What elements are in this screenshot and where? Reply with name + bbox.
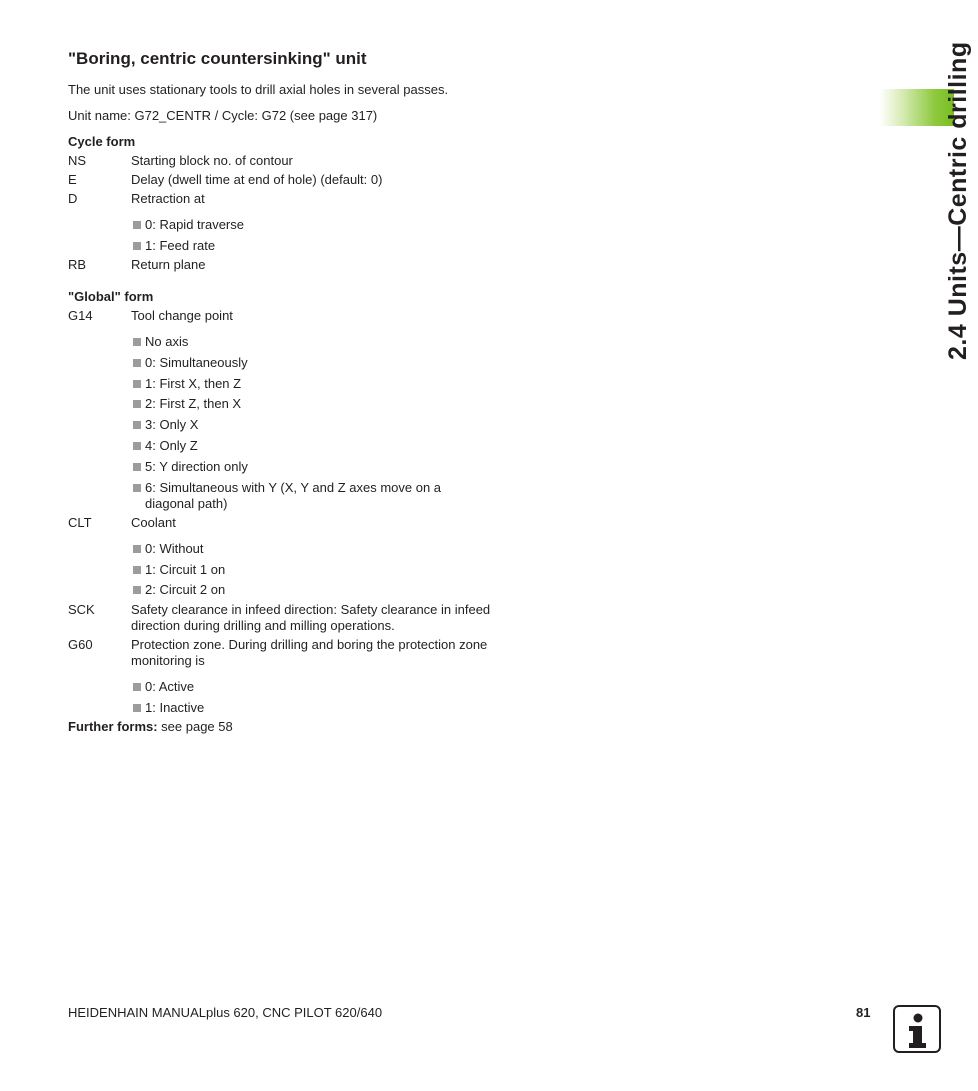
list-item: 0: Without bbox=[133, 541, 495, 557]
square-bullet-icon bbox=[133, 242, 141, 250]
param-code: G14 bbox=[68, 308, 93, 323]
info-icon bbox=[893, 1005, 941, 1053]
list-item: 1: Inactive bbox=[133, 700, 495, 716]
param-code: CLT bbox=[68, 515, 92, 530]
square-bullet-icon bbox=[133, 221, 141, 229]
page-number: 81 bbox=[856, 1005, 871, 1020]
list-item: 0: Active bbox=[133, 679, 495, 695]
further-forms bbox=[68, 719, 233, 734]
square-bullet-icon bbox=[133, 566, 141, 574]
param-desc: Return plane bbox=[131, 257, 206, 272]
square-bullet-icon bbox=[133, 421, 141, 429]
list-item: 4: Only Z bbox=[133, 438, 495, 454]
square-bullet-icon bbox=[133, 338, 141, 346]
param-code: G60 bbox=[68, 637, 93, 652]
further-forms-link[interactable]: see page 58 bbox=[157, 719, 233, 734]
square-bullet-icon bbox=[133, 359, 141, 367]
further-forms-label: Further forms: bbox=[68, 719, 158, 734]
param-desc: Safety clearance in infeed direction: Safety clearance in infeed direction during drilling and milling operations. bbox=[131, 602, 491, 633]
param-code: E bbox=[68, 172, 77, 187]
list-item: 3: Only X bbox=[133, 417, 495, 433]
square-bullet-icon bbox=[133, 704, 141, 712]
unit-name-text: Unit name: G72_CENTR / Cycle: G72 (see page 317) bbox=[68, 108, 378, 123]
square-bullet-icon bbox=[133, 484, 141, 492]
cycle-form-heading: Cycle form bbox=[68, 134, 136, 149]
list-item: 1: Feed rate bbox=[133, 238, 495, 254]
square-bullet-icon bbox=[133, 683, 141, 691]
param-code: D bbox=[68, 191, 78, 206]
list-item: 1: First X, then Z bbox=[133, 376, 495, 392]
list-item: 0: Rapid traverse bbox=[133, 217, 495, 233]
intro-text: The unit uses stationary tools to drill axial holes in several passes. bbox=[68, 82, 449, 97]
square-bullet-icon bbox=[133, 463, 141, 471]
page-title: "Boring, centric countersinking" unit bbox=[68, 49, 367, 68]
param-code: NS bbox=[68, 153, 87, 168]
param-desc: Tool change point bbox=[131, 308, 233, 323]
square-bullet-icon bbox=[133, 442, 141, 450]
list-item: 6: Simultaneous with Y (X, Y and Z axes move on a diagonal path) bbox=[133, 480, 485, 512]
square-bullet-icon bbox=[133, 586, 141, 594]
param-desc: Retraction at bbox=[131, 191, 205, 206]
list-item: No axis bbox=[133, 334, 495, 350]
list-item: 2: First Z, then X bbox=[133, 396, 495, 412]
list-item: 0: Simultaneously bbox=[133, 355, 495, 371]
footer-text: HEIDENHAIN MANUALplus 620, CNC PILOT 620/640 bbox=[68, 1005, 383, 1020]
chapter-title: 2.4 Units—Centric drilling bbox=[944, 41, 972, 360]
param-desc: Coolant bbox=[131, 515, 176, 530]
global-form-heading: "Global" form bbox=[68, 289, 154, 304]
list-item: 1: Circuit 1 on bbox=[133, 562, 495, 578]
param-desc: Protection zone. During drilling and boring the protection zone monitoring is bbox=[131, 637, 488, 668]
list-item: 2: Circuit 2 on bbox=[133, 582, 495, 598]
param-code: SCK bbox=[68, 602, 95, 617]
square-bullet-icon bbox=[133, 380, 141, 388]
square-bullet-icon bbox=[133, 545, 141, 553]
square-bullet-icon bbox=[133, 400, 141, 408]
param-desc: Starting block no. of contour bbox=[131, 153, 293, 168]
list-item: 5: Y direction only bbox=[133, 459, 495, 475]
param-code: RB bbox=[68, 257, 87, 272]
param-desc: Delay (dwell time at end of hole) (default: 0) bbox=[131, 172, 383, 187]
